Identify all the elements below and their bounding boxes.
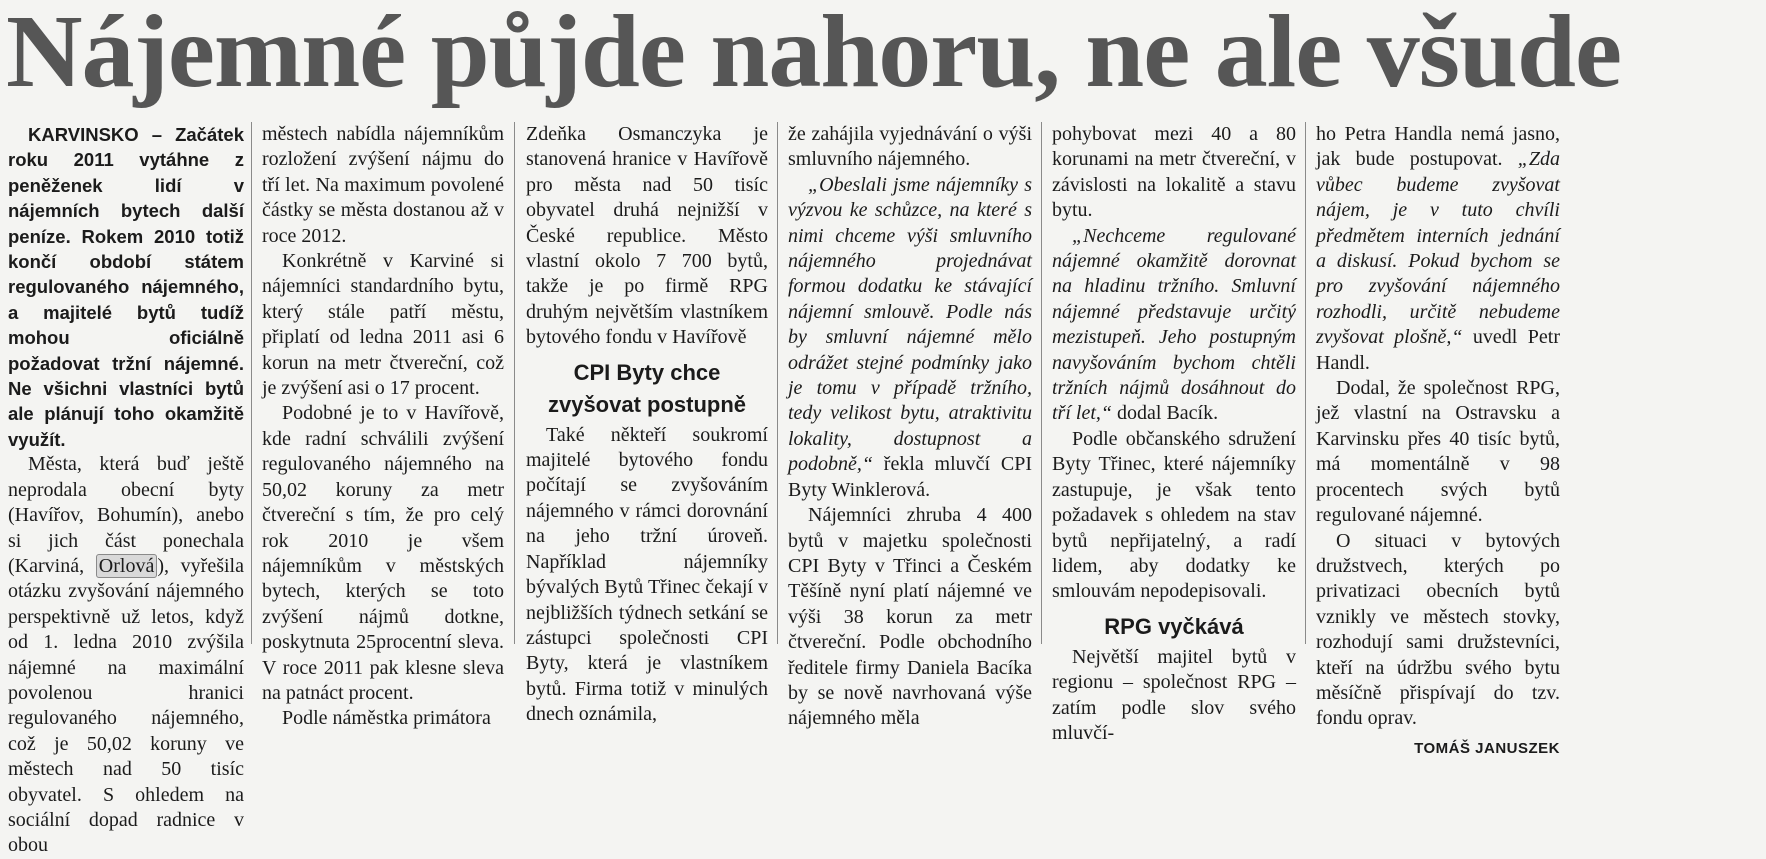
column-2	[262, 122, 504, 730]
paragraph: Nájemníci zhruba 4 400 bytů v majetku společnosti CPI Byty v Třinci a Českém Těšíně nyní platí nájemné ve výši 38 korun za metr čtvereční. Podle obchodního ředitele firmy Daniela Bacíka by se nově navrhovaná výše nájemného měla	[788, 504, 1032, 730]
column-5	[1052, 122, 1296, 744]
paragraph	[8, 452, 244, 859]
paragraph: městech nabídla nájemníkům rozložení zvýšení nájmu do tří let. Na maximum povolené částky se města dostanou až v roce 2012.	[262, 123, 504, 247]
attribution: řekla mluvčí CPI Byty Winklerová.	[788, 453, 1032, 501]
attribution: dodal Bacík.	[1112, 402, 1219, 425]
paragraph: O situaci v bytových družstvech, kterých po privatizaci obecních bytů vznikly ve městech stovky, rozhodují sami družstevníci, kteří na údržbu svého bytu měsíčně přispívají do tzv. fondu oprav.	[1316, 529, 1560, 730]
column-rule	[251, 122, 252, 644]
paragraph: Největší majitel bytů v regionu – společnost RPG – zatím podle slov svého mluvčí-	[1052, 645, 1296, 744]
column-rule	[514, 122, 515, 644]
text-run: ), vyřešila otázku zvyšování nájemného perspektivně už letos, když od 1. ledna 2010 zvýšila nájemné na maximální povolenou hranici regulovaného nájemného, což je 50,02 koruny ve městech nad 50 tisíc obyvatel. S ohledem na sociální dopad radnice v obou	[8, 554, 244, 857]
column-3	[526, 122, 768, 726]
paragraph: Podle náměstka primátora	[282, 707, 491, 730]
subheading: CPI Byty chce zvyšovat postupně	[547, 359, 747, 417]
paragraph: Dodal, že společnost RPG, jež vlastní na Ostravsku a Karvinsku přes 40 tisíc bytů, má momentálně v 98 procentech svých bytů regulované nájemné.	[1316, 377, 1560, 527]
attribution: uvedl Petr Handl.	[1316, 326, 1560, 374]
author-byline: TOMÁŠ JANUSZEK	[1414, 739, 1560, 757]
column-6	[1316, 122, 1560, 757]
quote-paragraph	[788, 173, 1032, 503]
paragraph: pohybovat mezi 40 a 80 korunami na metr čtvereční, v závislosti na lokalitě a stavu bytu.	[1052, 123, 1296, 222]
column-rule	[777, 122, 778, 644]
headline: Nájemné půjde nahoru, ne ale všude	[6, 0, 1622, 109]
article-body	[0, 122, 1766, 857]
quote: „Nechceme regulované nájemné okamžitě dorovnat na hladinu tržního. Smluvní nájemné představuje určitý mezistupeň. Jeho postupným navyšováním bychom chtěli tržních nájmů dosáhnout do tří let,“	[1052, 224, 1296, 425]
quote: „Zda vůbec budeme zvyšovat nájem, je v tuto chvíli předmětem interních jednání a diskusí. Pokud bychom se pro zvyšování nájemného rozhodli, určitě nebudeme zvyšovat plošně,“	[1316, 148, 1560, 349]
column-rule	[1041, 122, 1042, 644]
subheading: RPG vyčkává	[1104, 613, 1244, 639]
paragraph: Také někteří soukromí majitelé bytového fondu počítají se zvyšováním nájemného v rámci dorovnání na jeho tržní úroveň. Například nájemníky bývalých Bytů Třinec čekají v nejbližších týdnech setkání se zástupci společnosti CPI Byty, která je vlastníkem bytů. Firma totiž v minulých dnech oznámila,	[526, 423, 768, 726]
highlighted-word: Orlová	[96, 554, 158, 578]
paragraph: Podobné je to v Havířově, kde radní schválili zvýšení regulovaného nájemného na 50,02 koruny za metr čtvereční s tím, že pro celý rok 2010 je všem nájemníkům v městských bytech, kterých se toto zvýšení nájmů dotkne, poskytnuta 25procentní sleva. V roce 2011 pak klesne sleva na patnáct procent.	[262, 402, 504, 704]
lead-paragraph: KARVINSKO – Začátek roku 2011 vytáhne z peněženek lidí v nájemních bytech další peníze. Rokem 2010 totiž končí období státem regulovaného nájemného, a majitelé bytů tudíž mohou oficiálně požadovat tržní nájemné. Ne všichni vlastníci bytů ale plánují toho okamžitě využít.	[8, 124, 244, 450]
text-run: Města, která buď ještě neprodala obecní byty (Havířov, Bohumín), anebo si jich část ponechala (Karviná,	[8, 453, 244, 577]
paragraph: Podle občanského sdružení Byty Třinec, které nájemníky zastupuje, je však tento požadavek s ohledem na stav bytů nepřijatelný, a radí lidem, aby dodatky ke smlouvám nepodepisovali.	[1052, 427, 1296, 603]
column-4	[788, 122, 1032, 730]
paragraph: Zdeňka Osmanczyka je stanovená hranice v Havířově pro města nad 50 tisíc obyvatel druhá nejnižší v České republice. Město vlastní okolo 7 700 bytů, takže je po firmě RPG druhým největším vlastníkem bytového fondu v Havířově	[526, 123, 768, 349]
column-rule	[1305, 122, 1306, 644]
quote-paragraph	[1052, 224, 1296, 427]
text-run: ho Petra Handla nemá jasno, jak bude postupovat.	[1316, 123, 1560, 171]
paragraph	[1316, 122, 1560, 376]
paragraph: že zahájila vyjednávání o výši smluvního nájemného.	[788, 123, 1032, 171]
quote: „Obeslali jsme nájemníky s výzvou ke schůzce, na které s nimi chceme výši smluvního nájemného projednávat formou dodatku ke stávající nájemní smlouvě. Podle nás by smluvní nájemné mělo odrážet stejné podmínky jako je tomu v případě tržního, tedy velikost bytu, atraktivitu lokality, dostupnost a podobně,“	[788, 173, 1032, 476]
column-1	[8, 122, 244, 857]
paragraph: Konkrétně v Karviné si nájemníci standardního bytu, který stále patří městu, připlatí od ledna 2011 asi 6 korun na metr čtvereční, což je zvýšení asi o 17 procent.	[262, 250, 504, 400]
